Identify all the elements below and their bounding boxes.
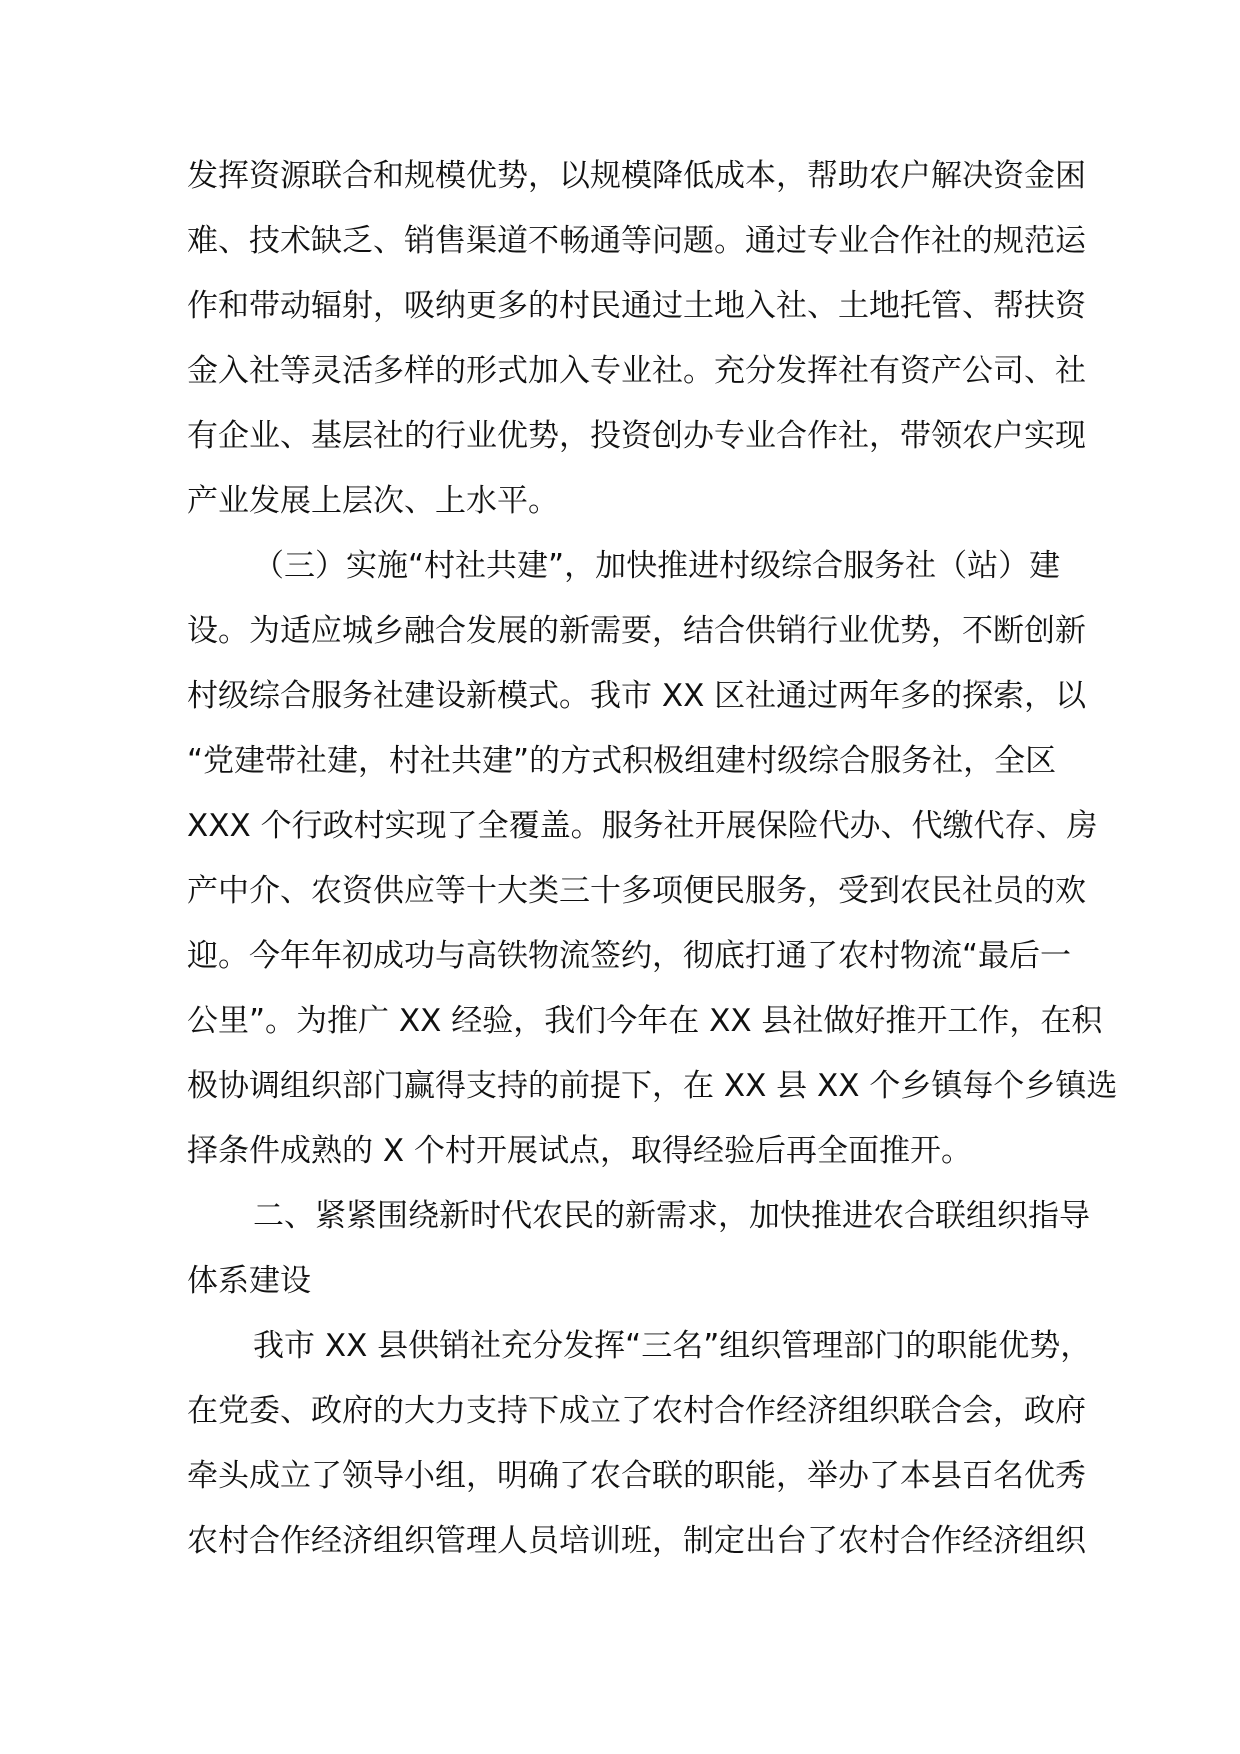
paragraph-line: 在党委、政府的大力支持下成立了农村合作经济组织联合会，政府 [187,1393,1086,1429]
paragraph-line: 我市 XX 县供销社充分发挥“三名”组织管理部门的职能优势， [253,1328,1092,1364]
paragraph-line: 难、技术缺乏、销售渠道不畅通等问题。通过专业合作社的规范运 [187,223,1086,259]
paragraph-line: 迎。今年年初成功与高铁物流签约，彻底打通了农村物流“最后一 [187,938,1072,974]
paragraph-line: 设。为适应城乡融合发展的新需要，结合供销行业优势，不断创新 [187,613,1086,649]
paragraph-line: 产中介、农资供应等十大类三十多项便民服务，受到农民社员的欢 [187,873,1086,909]
paragraph-line: 村级综合服务社建设新模式。我市 XX 区社通过两年多的探索，以 [187,678,1087,714]
paragraph-line: 牵头成立了领导小组，明确了农合联的职能，举办了本县百名优秀 [187,1458,1086,1494]
paragraph-line: 产业发展上层次、上水平。 [187,483,559,519]
paragraph-line: 金入社等灵活多样的形式加入专业社。充分发挥社有资产公司、社 [187,353,1086,389]
paragraph-line: XXX 个行政村实现了全覆盖。服务社开展保险代办、代缴代存、房 [187,808,1098,844]
section-heading-line: （三）实施“村社共建”，加快推进村级综合服务社（站）建 [253,548,1061,584]
paragraph-line: 作和带动辐射，吸纳更多的村民通过土地入社、土地托管、帮扶资 [187,288,1086,324]
paragraph-line: 有企业、基层社的行业优势，投资创办专业合作社，带领农户实现 [187,418,1086,454]
paragraph-line: 择条件成熟的 X 个村开展试点，取得经验后再全面推开。 [187,1133,972,1169]
section-heading-line: 二、紧紧围绕新时代农民的新需求，加快推进农合联组织指导 [253,1198,1090,1234]
paragraph-line: “党建带社建，村社共建”的方式积极组建村级综合服务社，全区 [187,743,1057,779]
paragraph-line: 公里”。为推广 XX 经验，我们今年在 XX 县社做好推开工作，在积 [187,1003,1103,1039]
paragraph-line: 发挥资源联合和规模优势，以规模降低成本，帮助农户解决资金困 [187,158,1086,194]
paragraph-line: 农村合作经济组织管理人员培训班，制定出台了农村合作经济组织 [187,1523,1086,1559]
section-heading-line: 体系建设 [187,1263,311,1299]
paragraph-line: 极协调组织部门赢得支持的前提下，在 XX 县 XX 个乡镇每个乡镇选 [187,1068,1118,1104]
